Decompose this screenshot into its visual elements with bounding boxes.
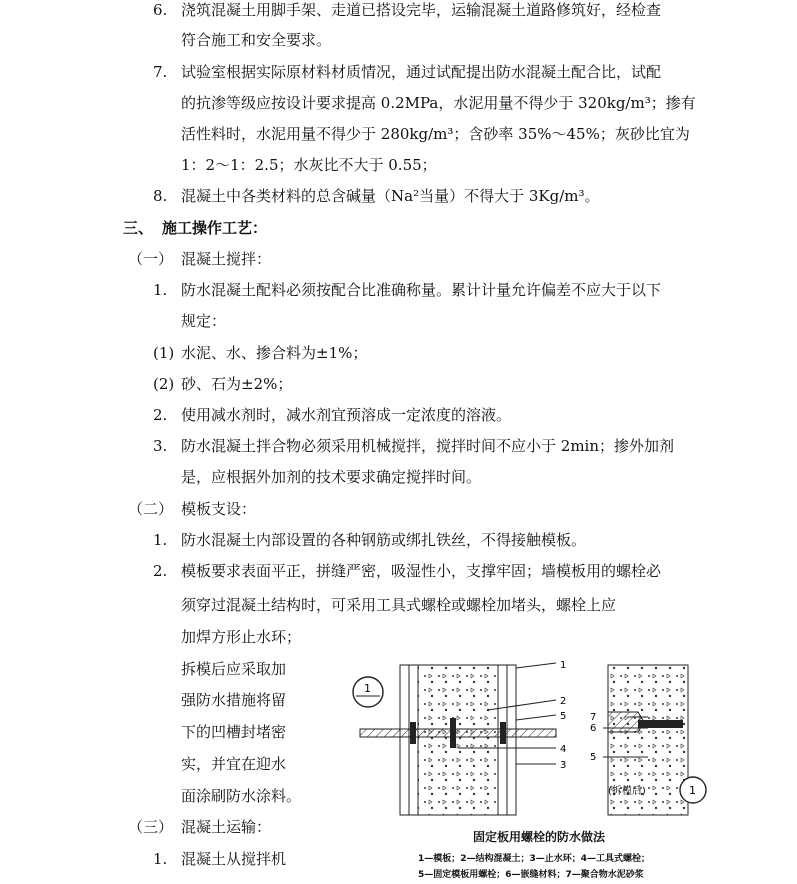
- section-3-title: 施工操作工艺：: [162, 219, 268, 237]
- subsection-2-title: 模板支设：: [181, 500, 257, 518]
- s2-item-1-number: 1.: [153, 531, 168, 549]
- subsection-2-number: （二）: [128, 500, 174, 518]
- item-7-number: 7.: [153, 63, 168, 81]
- item-6-number: 6.: [153, 1, 168, 19]
- s1-point-2-number: (2): [153, 375, 175, 393]
- s2-item-2-line-6: 下的凹槽封堵密: [181, 723, 287, 741]
- s2-item-2-number: 2.: [153, 562, 168, 580]
- item-6-line-1: 浇筑混凝土用脚手架、走道已搭设完毕，运输混凝土道路修筑好，经检查: [181, 1, 662, 19]
- s1-item-3-line-2: 是，应根据外加剂的技术要求确定搅拌时间。: [181, 468, 482, 486]
- figure-callout-3: 5: [560, 711, 567, 722]
- item-8-number: 8.: [153, 187, 168, 205]
- section-3-number: 三、: [123, 219, 154, 237]
- s2-item-1-text: 防水混凝土内部设置的各种钢筋或绑扎铁丝，不得接触模板。: [181, 531, 587, 549]
- s1-point-1-number: (1): [153, 344, 175, 362]
- figure-callout-2: 2: [560, 696, 567, 707]
- subsection-1-number: （一）: [128, 250, 174, 268]
- subsection-3-title: 混凝土运输：: [181, 818, 272, 836]
- subsection-1-title: 混凝土搅拌：: [181, 250, 272, 268]
- s1-item-1-line-1: 防水混凝土配料必须按配合比准确称量。累计计量允许偏差不应大于以下: [181, 281, 662, 299]
- figure-circle-label: 1: [364, 682, 371, 695]
- s1-item-3-line-1: 防水混凝土拌合物必须采用机械搅拌，搅拌时间不应小于 2min；掺外加剂: [181, 437, 674, 455]
- item-8-text: 混凝土中各类材料的总含碱量（Na²当量）不得大于 3Kg/m³。: [181, 187, 600, 205]
- figure-callout-7: 6: [590, 723, 597, 734]
- s1-item-1-number: 1.: [153, 281, 168, 299]
- s2-item-2-line-8: 面涂刷防水涂料。: [181, 787, 302, 805]
- s1-item-3-number: 3.: [153, 437, 168, 455]
- figure-legend-1: 1—模板；2—结构混凝土；3—止水环；4—工具式螺栓；: [418, 854, 651, 864]
- item-7-line-4: 1：2～1：2.5；水灰比不大于 0.55；: [181, 156, 437, 174]
- figure-after-removal-label: (拆模后): [608, 786, 646, 797]
- item-7-line-3: 活性料时，水泥用量不得少于 280kg/m³；含砂率 35%～45%；灰砂比宜为: [181, 125, 690, 143]
- s2-item-2-line-7: 实，并宜在迎水: [181, 755, 287, 773]
- figure-callout-8: 5: [590, 752, 597, 763]
- figure-callout-4: 4: [560, 744, 567, 755]
- subsection-3-number: （三）: [128, 818, 174, 836]
- bolt-waterproofing-figure: [338, 630, 738, 880]
- s1-point-2-text: 砂、石为±2%；: [181, 375, 293, 393]
- s1-item-2-text: 使用减水剂时，减水剂宜预溶成一定浓度的溶液。: [181, 406, 512, 424]
- item-6-line-2: 符合施工和安全要求。: [181, 31, 332, 49]
- s1-item-1-line-2: 规定：: [181, 312, 227, 330]
- s2-item-2-line-2: 须穿过混凝土结构时，可采用工具式螺栓或螺栓加堵头，螺栓上应: [181, 596, 617, 614]
- figure-callout-5: 3: [560, 760, 567, 771]
- s3-item-1-number: 1.: [153, 850, 168, 868]
- figure-detail-label: 1: [689, 784, 696, 797]
- s2-item-2-line-1: 模板要求表面平正，拼缝严密，吸湿性小，支撑牢固；墙模板用的螺栓必: [181, 562, 662, 580]
- item-7-line-1: 试验室根据实际原材料材质情况，通过试配提出防水混凝土配合比，试配: [181, 63, 662, 81]
- figure-callout-1: 1: [560, 660, 567, 671]
- s1-point-1-text: 水泥、水、掺合料为±1%；: [181, 344, 368, 362]
- s1-item-2-number: 2.: [153, 406, 168, 424]
- figure-legend-2: 5—固定模板用螺栓；6—嵌缝材料；7—聚合物水泥砂浆: [418, 870, 644, 880]
- concrete-wall: [418, 665, 498, 815]
- item-7-line-2: 的抗渗等级应按设计要求提高 0.2MPa，水泥用量不得少于 320kg/m³；掺有: [181, 94, 696, 112]
- s2-item-2-line-4: 拆模后应采取加: [181, 660, 287, 678]
- s2-item-2-line-3: 加焊方形止水环；: [181, 628, 302, 646]
- s3-item-1-text: 混凝土从搅拌机: [181, 850, 287, 868]
- s2-item-2-line-5: 强防水措施将留: [181, 691, 287, 709]
- figure-title: 固定板用螺栓的防水做法: [473, 830, 606, 844]
- figure-callout-6: 7: [590, 712, 597, 723]
